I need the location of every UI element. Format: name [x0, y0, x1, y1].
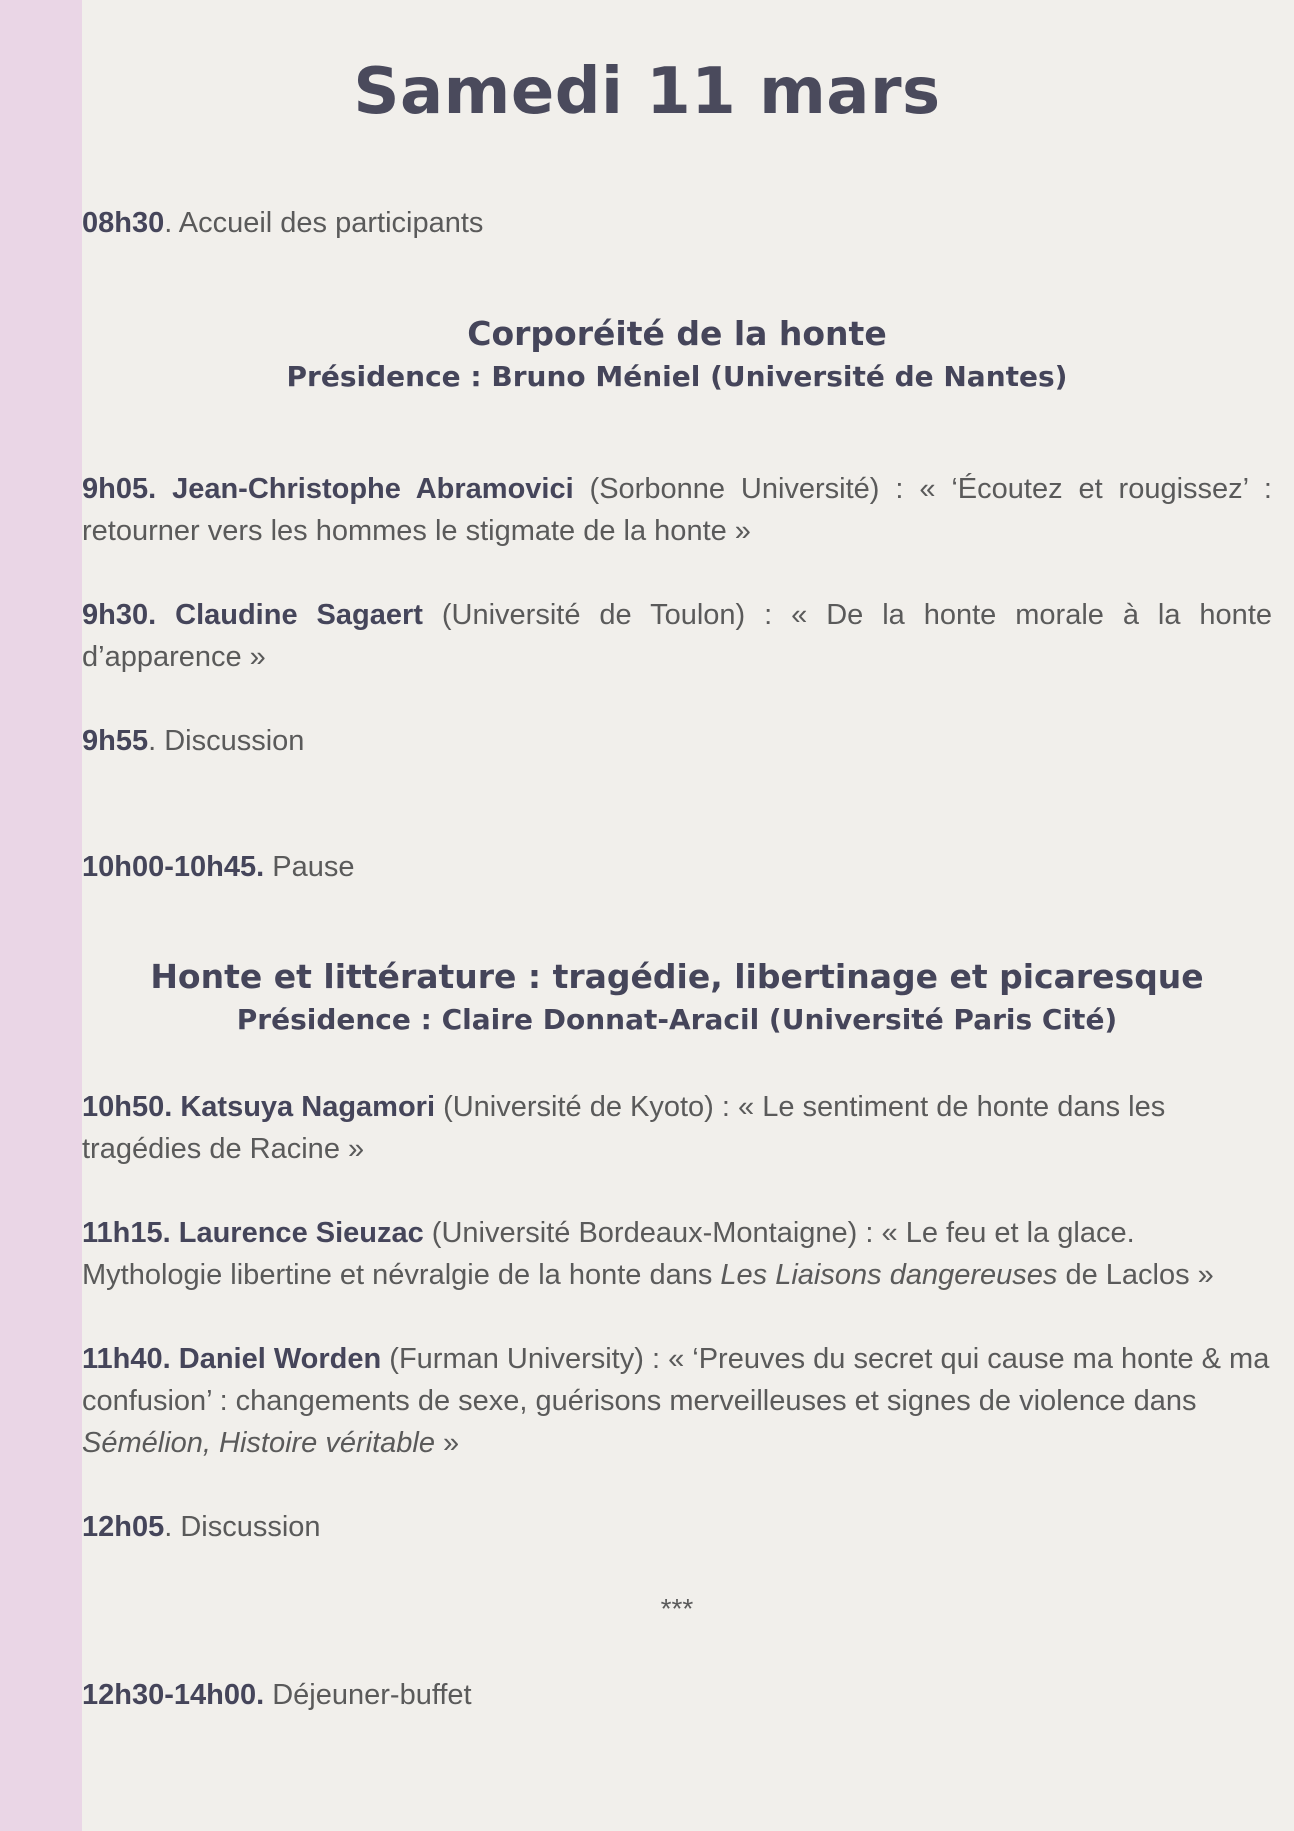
item-text: Déjeuner-buffet	[264, 1679, 472, 1711]
talk-time: 9h05.	[82, 473, 157, 505]
talk-text: (Université de Kyoto) : « Le sentiment de honte dans les tragédies de Racine »	[82, 1091, 1166, 1165]
section-separator: ***	[660, 1593, 694, 1624]
item-text: . Accueil des participants	[164, 207, 484, 239]
talk-time: 9h30.	[82, 599, 157, 631]
item-time: 10h00-10h45.	[82, 851, 265, 883]
item-time: 12h30-14h00.	[82, 1679, 265, 1711]
book-title: Sémélion, Histoire véritable	[82, 1427, 435, 1459]
item-text: Pause	[264, 851, 355, 883]
talk-item	[82, 1212, 1272, 1296]
item-time: 9h55	[82, 725, 149, 757]
schedule-item-welcome	[82, 202, 1272, 244]
talk-item	[82, 1086, 1272, 1170]
talk-text: (Université Bordeaux-Montaigne) : « Le feu et la glace. Mythologie libertine et névralgie de la honte dans	[82, 1217, 1135, 1291]
talk-time: 10h50.	[82, 1091, 173, 1123]
talk-text-end: de Laclos »	[1057, 1259, 1214, 1291]
book-title: Les Liaisons dangereuses	[720, 1259, 1058, 1291]
talk-speaker: Jean-Christophe Abramovici	[172, 473, 574, 505]
item-time: 12h05	[82, 1511, 165, 1543]
talk-speaker: Katsuya Nagamori	[180, 1091, 436, 1123]
session-chair: Présidence : Bruno Méniel (Université de Nantes)	[286, 360, 1068, 393]
session-title: Corporéité de la honte	[467, 314, 887, 353]
session-title: Honte et littérature : tragédie, libertinage et picaresque	[150, 957, 1204, 996]
schedule-item-pause	[82, 846, 1272, 888]
talk-text: (Furman University) : « ‘Preuves du secret qui cause ma honte & ma confusion’ : changements de sexe, guérisons merveilleuses et signes de violence dans	[82, 1343, 1270, 1417]
page-title	[0, 52, 1294, 132]
page-title-text: Samedi 11 mars	[353, 55, 941, 129]
talk-text: (Université de Toulon) : « De la honte morale à la honte d’apparence »	[82, 599, 1272, 673]
session-header-2	[82, 955, 1272, 1041]
talk-text: (Sorbonne Université) : « ‘Écoutez et rougissez’ : retourner vers les hommes le stigmate de la honte »	[82, 473, 1272, 547]
side-color-band	[0, 0, 82, 1831]
schedule-item-discussion	[82, 720, 1272, 762]
session-chair: Présidence : Claire Donnat-Aracil (Université Paris Cité)	[236, 1003, 1118, 1036]
talk-speaker: Claudine Sagaert	[175, 599, 423, 631]
talk-item	[82, 1338, 1272, 1464]
item-text: . Discussion	[148, 725, 305, 757]
schedule-item-discussion	[82, 1506, 1272, 1548]
talk-speaker: Daniel Worden	[178, 1343, 382, 1375]
item-text: . Discussion	[164, 1511, 321, 1543]
session-header-1	[82, 312, 1272, 398]
talk-text-end: »	[434, 1427, 460, 1459]
talk-item	[82, 468, 1272, 552]
talk-time: 11h15.	[82, 1217, 171, 1249]
talk-speaker: Laurence Sieuzac	[178, 1217, 424, 1249]
talk-time: 11h40.	[82, 1343, 171, 1375]
schedule-item-lunch	[82, 1674, 1272, 1716]
item-time: 08h30	[82, 207, 165, 239]
talk-item	[82, 594, 1272, 678]
